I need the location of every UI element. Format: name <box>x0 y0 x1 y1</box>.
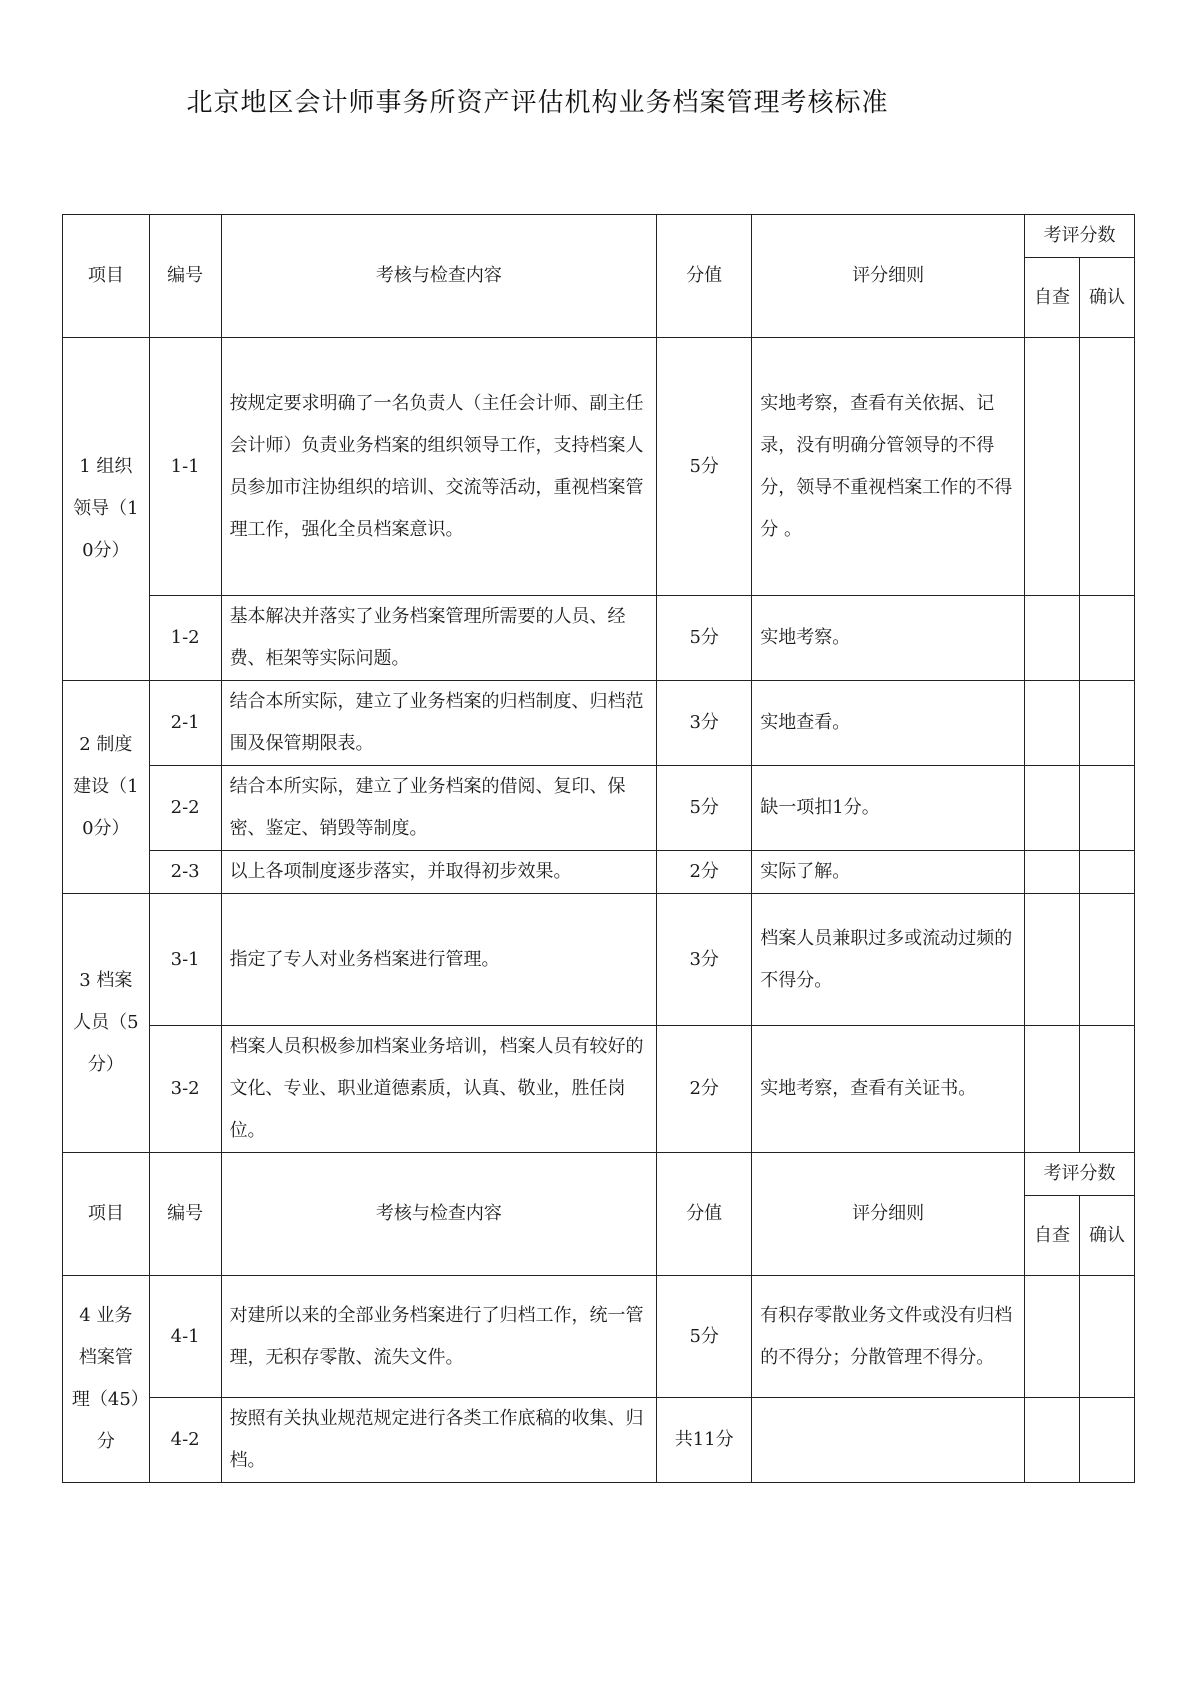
row-content: 按照有关执业规范规定进行各类工作底稿的收集、归档。 <box>221 1398 657 1483</box>
row-content: 指定了专人对业务档案进行管理。 <box>221 894 657 1026</box>
header-self-check: 自查 <box>1025 258 1080 338</box>
category-1: 1 组织领导（10分） <box>63 338 150 681</box>
row-content: 档案人员积极参加档案业务培训，档案人员有较好的文化、专业、职业道德素质，认真、敬业，胜任岗位。 <box>221 1026 657 1153</box>
table-row <box>63 1026 1135 1153</box>
table-row <box>63 681 1135 766</box>
row-number: 3-2 <box>149 1026 221 1153</box>
row-points: 5分 <box>657 596 752 681</box>
row-points: 3分 <box>657 681 752 766</box>
table-row <box>63 1276 1135 1398</box>
confirm-cell[interactable] <box>1079 1026 1134 1153</box>
row-number: 3-1 <box>149 894 221 1026</box>
row-rule: 缺一项扣1分。 <box>752 766 1025 851</box>
header-confirm: 确认 <box>1079 1196 1134 1276</box>
self-check-cell[interactable] <box>1025 338 1080 596</box>
self-check-cell[interactable] <box>1025 851 1080 894</box>
row-number: 2-1 <box>149 681 221 766</box>
self-check-cell[interactable] <box>1025 1276 1080 1398</box>
table-row <box>63 596 1135 681</box>
row-content: 基本解决并落实了业务档案管理所需要的人员、经费、柜架等实际问题。 <box>221 596 657 681</box>
row-points: 5分 <box>657 338 752 596</box>
category-2: 2 制度建设（10分） <box>63 681 150 894</box>
header-rules: 评分细则 <box>752 215 1025 338</box>
category-3: 3 档案人员（5分） <box>63 894 150 1153</box>
row-content: 按规定要求明确了一名负责人（主任会计师、副主任会计师）负责业务档案的组织领导工作，支持档案人员参加市注协组织的培训、交流等活动，重视档案管理工作，强化全员档案意识。 <box>221 338 657 596</box>
self-check-cell[interactable] <box>1025 1398 1080 1483</box>
row-content: 以上各项制度逐步落实，并取得初步效果。 <box>221 851 657 894</box>
row-number: 1-1 <box>149 338 221 596</box>
self-check-cell[interactable] <box>1025 894 1080 1026</box>
row-rule <box>752 1398 1025 1483</box>
category-4: 4 业务档案管理（45）分 <box>63 1276 150 1483</box>
row-content: 结合本所实际，建立了业务档案的借阅、复印、保密、鉴定、销毁等制度。 <box>221 766 657 851</box>
header-project: 项目 <box>63 1153 150 1276</box>
table-row <box>63 894 1135 1026</box>
table-row <box>63 1398 1135 1483</box>
header-points: 分值 <box>657 1153 752 1276</box>
row-number: 2-3 <box>149 851 221 894</box>
row-content: 结合本所实际，建立了业务档案的归档制度、归档范围及保管期限表。 <box>221 681 657 766</box>
row-rule: 实地考察。 <box>752 596 1025 681</box>
header-points: 分值 <box>657 215 752 338</box>
row-number: 4-2 <box>149 1398 221 1483</box>
row-rule: 实地考察，查看有关证书。 <box>752 1026 1025 1153</box>
document-title: 北京地区会计师事务所资产评估机构业务档案管理考核标准 <box>186 88 889 118</box>
self-check-cell[interactable] <box>1025 681 1080 766</box>
self-check-cell[interactable] <box>1025 1026 1080 1153</box>
header-content: 考核与检查内容 <box>221 1153 657 1276</box>
table-row <box>63 338 1135 596</box>
row-rule: 实际了解。 <box>752 851 1025 894</box>
confirm-cell[interactable] <box>1079 338 1134 596</box>
row-points: 共11分 <box>657 1398 752 1483</box>
row-points: 2分 <box>657 851 752 894</box>
header-number: 编号 <box>149 1153 221 1276</box>
self-check-cell[interactable] <box>1025 766 1080 851</box>
header-score-group: 考评分数 <box>1025 1153 1135 1196</box>
table-row <box>63 851 1135 894</box>
confirm-cell[interactable] <box>1079 894 1134 1026</box>
header-rules: 评分细则 <box>752 1153 1025 1276</box>
header-confirm: 确认 <box>1079 258 1134 338</box>
header-project: 项目 <box>63 215 150 338</box>
header-self-check: 自查 <box>1025 1196 1080 1276</box>
row-points: 5分 <box>657 1276 752 1398</box>
confirm-cell[interactable] <box>1079 1276 1134 1398</box>
table-header-row <box>63 215 1135 258</box>
row-number: 4-1 <box>149 1276 221 1398</box>
header-number: 编号 <box>149 215 221 338</box>
row-content: 对建所以来的全部业务档案进行了归档工作，统一管理，无积存零散、流失文件。 <box>221 1276 657 1398</box>
confirm-cell[interactable] <box>1079 766 1134 851</box>
confirm-cell[interactable] <box>1079 681 1134 766</box>
self-check-cell[interactable] <box>1025 596 1080 681</box>
confirm-cell[interactable] <box>1079 851 1134 894</box>
confirm-cell[interactable] <box>1079 1398 1134 1483</box>
row-points: 2分 <box>657 1026 752 1153</box>
row-rule: 实地考察，查看有关依据、记录，没有明确分管领导的不得分，领导不重视档案工作的不得分 。 <box>752 338 1025 596</box>
row-points: 3分 <box>657 894 752 1026</box>
assessment-table <box>62 214 1135 1483</box>
confirm-cell[interactable] <box>1079 596 1134 681</box>
row-rule: 有积存零散业务文件或没有归档的不得分；分散管理不得分。 <box>752 1276 1025 1398</box>
row-number: 2-2 <box>149 766 221 851</box>
row-rule: 档案人员兼职过多或流动过频的不得分。 <box>752 894 1025 1026</box>
table-row <box>63 766 1135 851</box>
row-number: 1-2 <box>149 596 221 681</box>
header-content: 考核与检查内容 <box>221 215 657 338</box>
row-rule: 实地查看。 <box>752 681 1025 766</box>
table-header-row <box>63 1153 1135 1196</box>
row-points: 5分 <box>657 766 752 851</box>
header-score-group: 考评分数 <box>1025 215 1135 258</box>
